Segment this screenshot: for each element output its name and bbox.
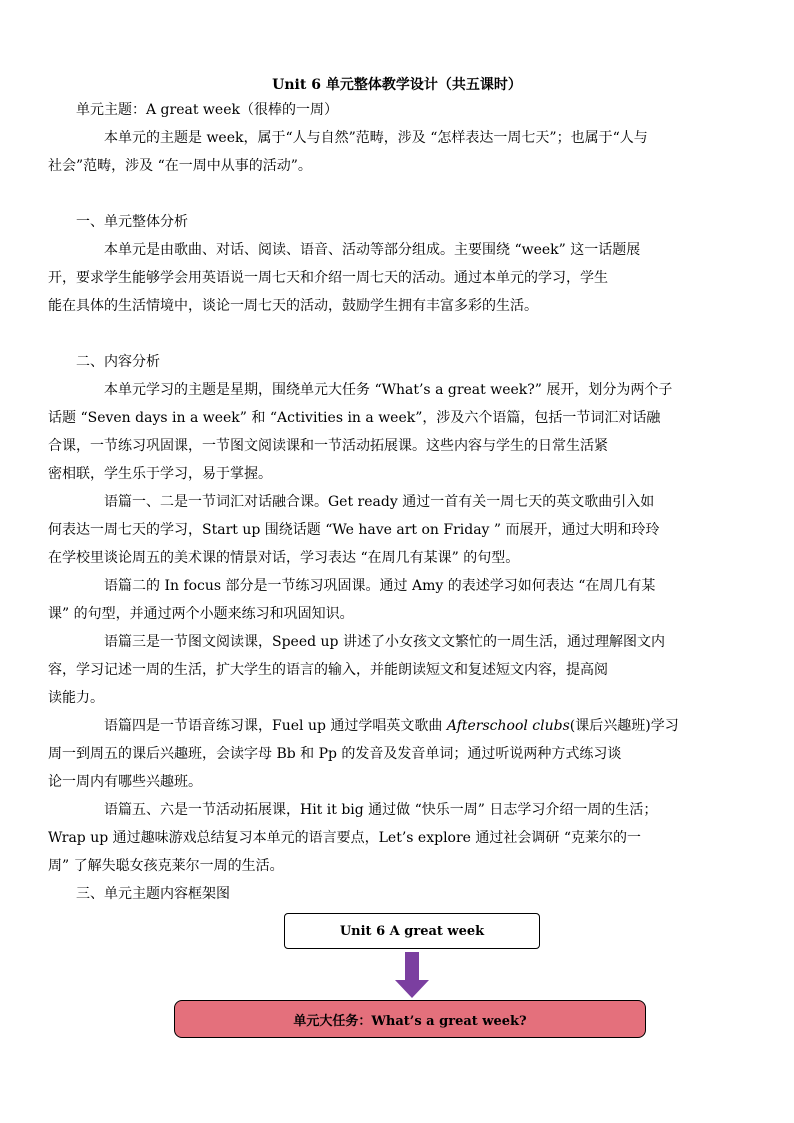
s2p1-line-3: 合课，一节练习巩固课，一节图文阅读课和一节活动拓展课。这些内容与学生的日常生活紧: [48, 438, 608, 454]
s2p2-line-2: 何表达一周七天的学习，Start up 围绕话题 “We have art on Friday ” 而展开，通过大明和玲玲: [48, 522, 660, 538]
s2p4-line-1: 语篇三是一节图文阅读课，Speed up 讲述了小女孩文文繁忙的一周生活，通过理解图文内: [104, 634, 665, 650]
framework-unit-box: [284, 913, 540, 949]
song-title-afterschool-clubs: Afterschool clubs: [446, 718, 570, 734]
section2-paragraph-1: [48, 376, 718, 488]
s2p3-line-2: 课” 的句型，并通过两个小题来练习和巩固知识。: [48, 606, 354, 622]
s2p5-line-1a: 语篇四是一节语音练习课，Fuel up 通过学唱英文歌曲: [104, 718, 447, 734]
s2p5-line-2: 周一到周五的课后兴趣班，会读字母 Bb 和 Pp 的发音及发音单词；通过听说两种方式练习谈: [48, 746, 622, 762]
section2-paragraph-5: [48, 712, 718, 796]
section1-paragraph: [48, 236, 718, 320]
section1-line-1: 本单元是由歌曲、对话、阅读、语音、活动等部分组成。主要围绕 “week” 这一话题展: [104, 242, 641, 258]
down-arrow-icon: [395, 952, 429, 998]
framework-task-label: 单元大任务：What’s a great week?: [293, 1013, 527, 1029]
s2p2-line-1: 语篇一、二是一节词汇对话融合课。Get ready 通过一首有关一周七天的英文歌曲引入如: [104, 494, 655, 510]
section1-line-2: 开，要求学生能够学会用英语说一周七天和介绍一周七天的活动。通过本单元的学习，学生: [48, 270, 608, 286]
section1-heading: 一、单元整体分析: [76, 214, 188, 230]
section1-line-3: 能在具体的生活情境中，谈论一周七天的活动，鼓励学生拥有丰富多彩的生活。: [48, 298, 538, 314]
s2p6-line-2: Wrap up 通过趣味游戏总结复习本单元的语言要点，Let’s explore 通过社会调研 “克莱尔的一: [48, 830, 642, 846]
section2-heading: 二、内容分析: [76, 354, 160, 370]
framework-task-box: [174, 1000, 646, 1038]
intro-paragraph: [48, 124, 718, 180]
s2p4-line-3: 读能力。: [48, 690, 104, 706]
intro-line-1: 本单元的主题是 week，属于“人与自然”范畴，涉及 “怎样表达一周七天”；也属于“人与: [104, 130, 648, 146]
s2p4-line-2: 容，学习记述一周的生活，扩大学生的语言的输入，并能朗读短文和复述短文内容，提高阅: [48, 662, 608, 678]
s2p5-line-1b: (课后兴趣班)学习: [569, 718, 679, 734]
unit-theme-line: 单元主题：A great week（很棒的一周）: [76, 102, 338, 118]
intro-line-2: 社会”范畴，涉及 “在一周中从事的活动”。: [48, 158, 312, 174]
document-title: Unit 6 单元整体教学设计（共五课时）: [272, 77, 522, 93]
s2p1-line-4: 密相联，学生乐于学习，易于掌握。: [48, 466, 272, 482]
document-body: [48, 74, 718, 908]
section2-paragraph-2: [48, 488, 718, 572]
s2p5-line-3: 论一周内有哪些兴趣班。: [48, 774, 202, 790]
s2p6-line-1: 语篇五、六是一节活动拓展课，Hit it big 通过做 “快乐一周” 日志学习介绍一周的生活；: [104, 802, 658, 818]
section2-paragraph-3: [48, 572, 718, 628]
s2p1-line-2: 话题 “Seven days in a week” 和 “Activities in a week”，涉及六个语篇，包括一节词汇对话融: [48, 410, 661, 426]
s2p2-line-3: 在学校里谈论周五的美术课的情景对话，学习表达 “在周几有某课” 的句型。: [48, 550, 520, 566]
s2p3-line-1: 语篇二的 In focus 部分是一节练习巩固课。通过 Amy 的表述学习如何表达 “在周几有某: [104, 578, 656, 594]
section2-paragraph-4: [48, 628, 718, 712]
section3-heading: 三、单元主题内容框架图: [76, 886, 230, 902]
s2p6-line-3: 周” 了解失聪女孩克莱尔一周的生活。: [48, 858, 284, 874]
framework-unit-label: Unit 6 A great week: [339, 923, 485, 939]
s2p1-line-1: 本单元学习的主题是星期，围绕单元大任务 “What’s a great week?” 展开，划分为两个子: [104, 382, 673, 398]
section2-paragraph-6: [48, 796, 718, 880]
